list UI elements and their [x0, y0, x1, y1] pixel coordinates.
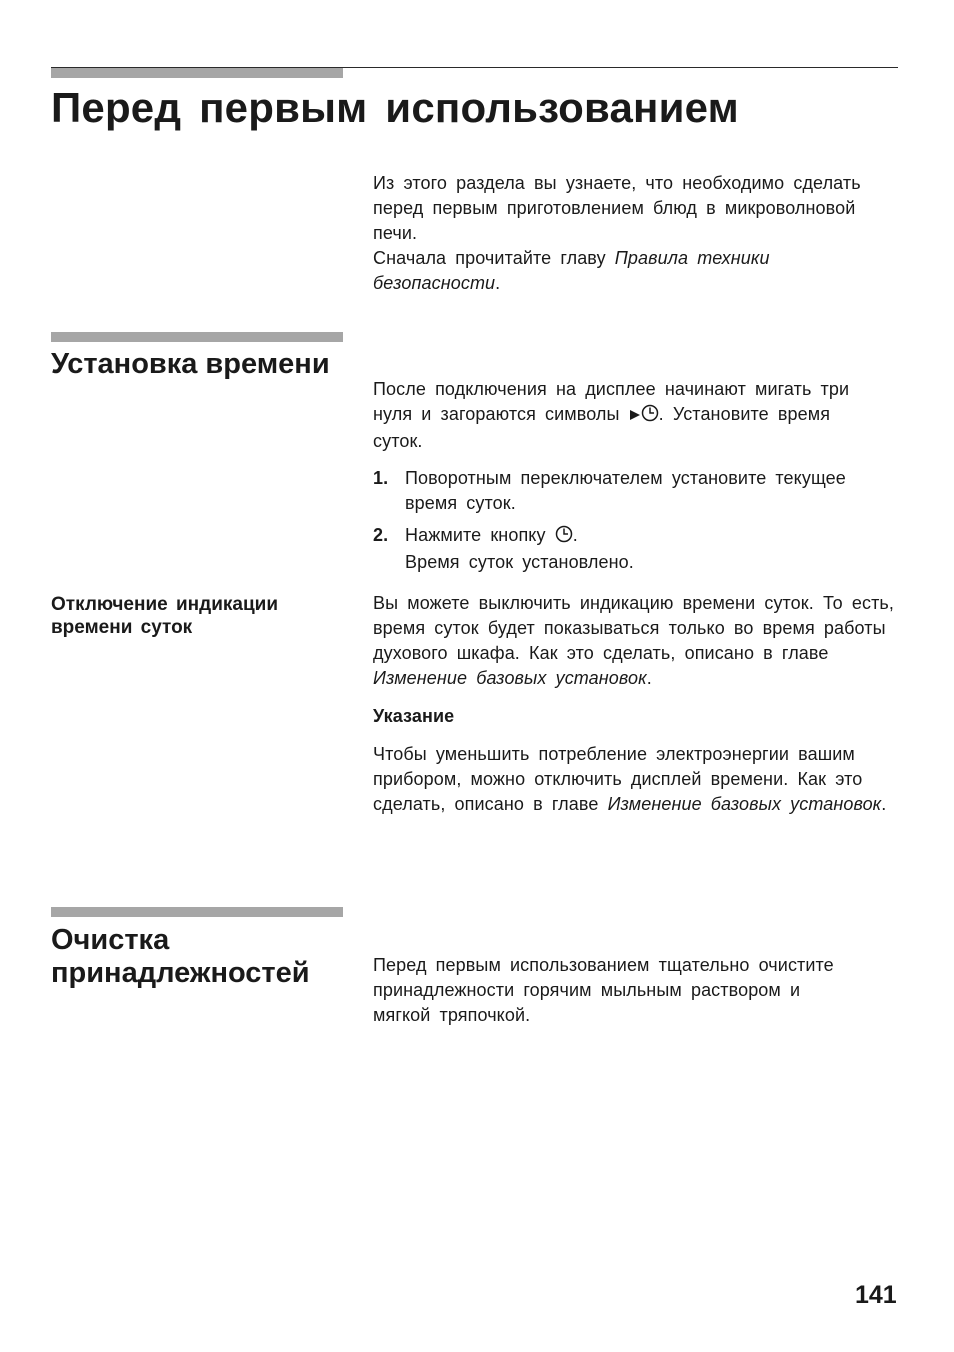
clock-icon	[555, 525, 573, 550]
subsection-title-disable: Отключение индикации времени суток	[51, 594, 279, 638]
step-number: 1.	[373, 468, 389, 488]
section-title-time: Установка времени	[51, 348, 330, 380]
page-title: Перед первым использованием	[51, 84, 739, 131]
intro-chapter-link: Правила техники безопасности	[373, 248, 770, 293]
step-text: Поворотным переключателем установите текущее время суток.	[405, 468, 846, 513]
section-title-cleaning: Очистка принадлежностей	[51, 924, 310, 989]
clock-icon	[641, 404, 659, 429]
intro-paragraph: Из этого раздела вы узнаете, что необходимо сделать перед первым приготовлением блюд в микроволновой печи.	[373, 173, 861, 243]
step-item	[373, 523, 888, 575]
disable-chapter-link: Изменение базовых установок	[373, 668, 647, 688]
section-bar-cleaning	[51, 907, 343, 917]
step-number: 2.	[373, 525, 389, 545]
note-chapter-link: Изменение базовых установок	[607, 794, 882, 814]
time-steps-list	[373, 466, 888, 575]
section-bar-time	[51, 332, 343, 342]
disable-paragraph: Вы можете выключить индикацию времени суток. То есть, время суток будет показываться только во время работы духового шкафа. Как это сделать, описано в главе Изменение базовых установок.	[373, 593, 895, 688]
step-text: Нажмите кнопку . Время суток установлено.	[405, 525, 634, 572]
disable-text	[373, 591, 898, 817]
cleaning-paragraph: Перед первым использованием тщательно очистите принадлежности горячим мыльным раствором и мягкой тряпочкой.	[373, 955, 834, 1025]
time-paragraph: После подключения на дисплее начинают мигать три нуля и загораются символы . Установите время суток.	[373, 379, 850, 451]
header-gray-bar	[51, 68, 343, 78]
intro-text	[373, 171, 868, 296]
note-heading: Указание	[373, 706, 455, 726]
play-triangle-icon	[629, 404, 641, 429]
step-result: Время суток установлено.	[405, 552, 634, 572]
note-paragraph: Чтобы уменьшить потребление электроэнергии вашим прибором, можно отключить дисплей времени. Как это сделать, описано в главе Изменение базовых установок.	[373, 744, 887, 814]
time-text	[373, 377, 888, 582]
step-item	[373, 466, 888, 516]
cleaning-text	[373, 953, 843, 1028]
page-number: 141	[855, 1281, 897, 1309]
header-rule	[51, 67, 898, 68]
intro-reference: Сначала прочитайте главу Правила техники безопасности.	[373, 248, 770, 293]
